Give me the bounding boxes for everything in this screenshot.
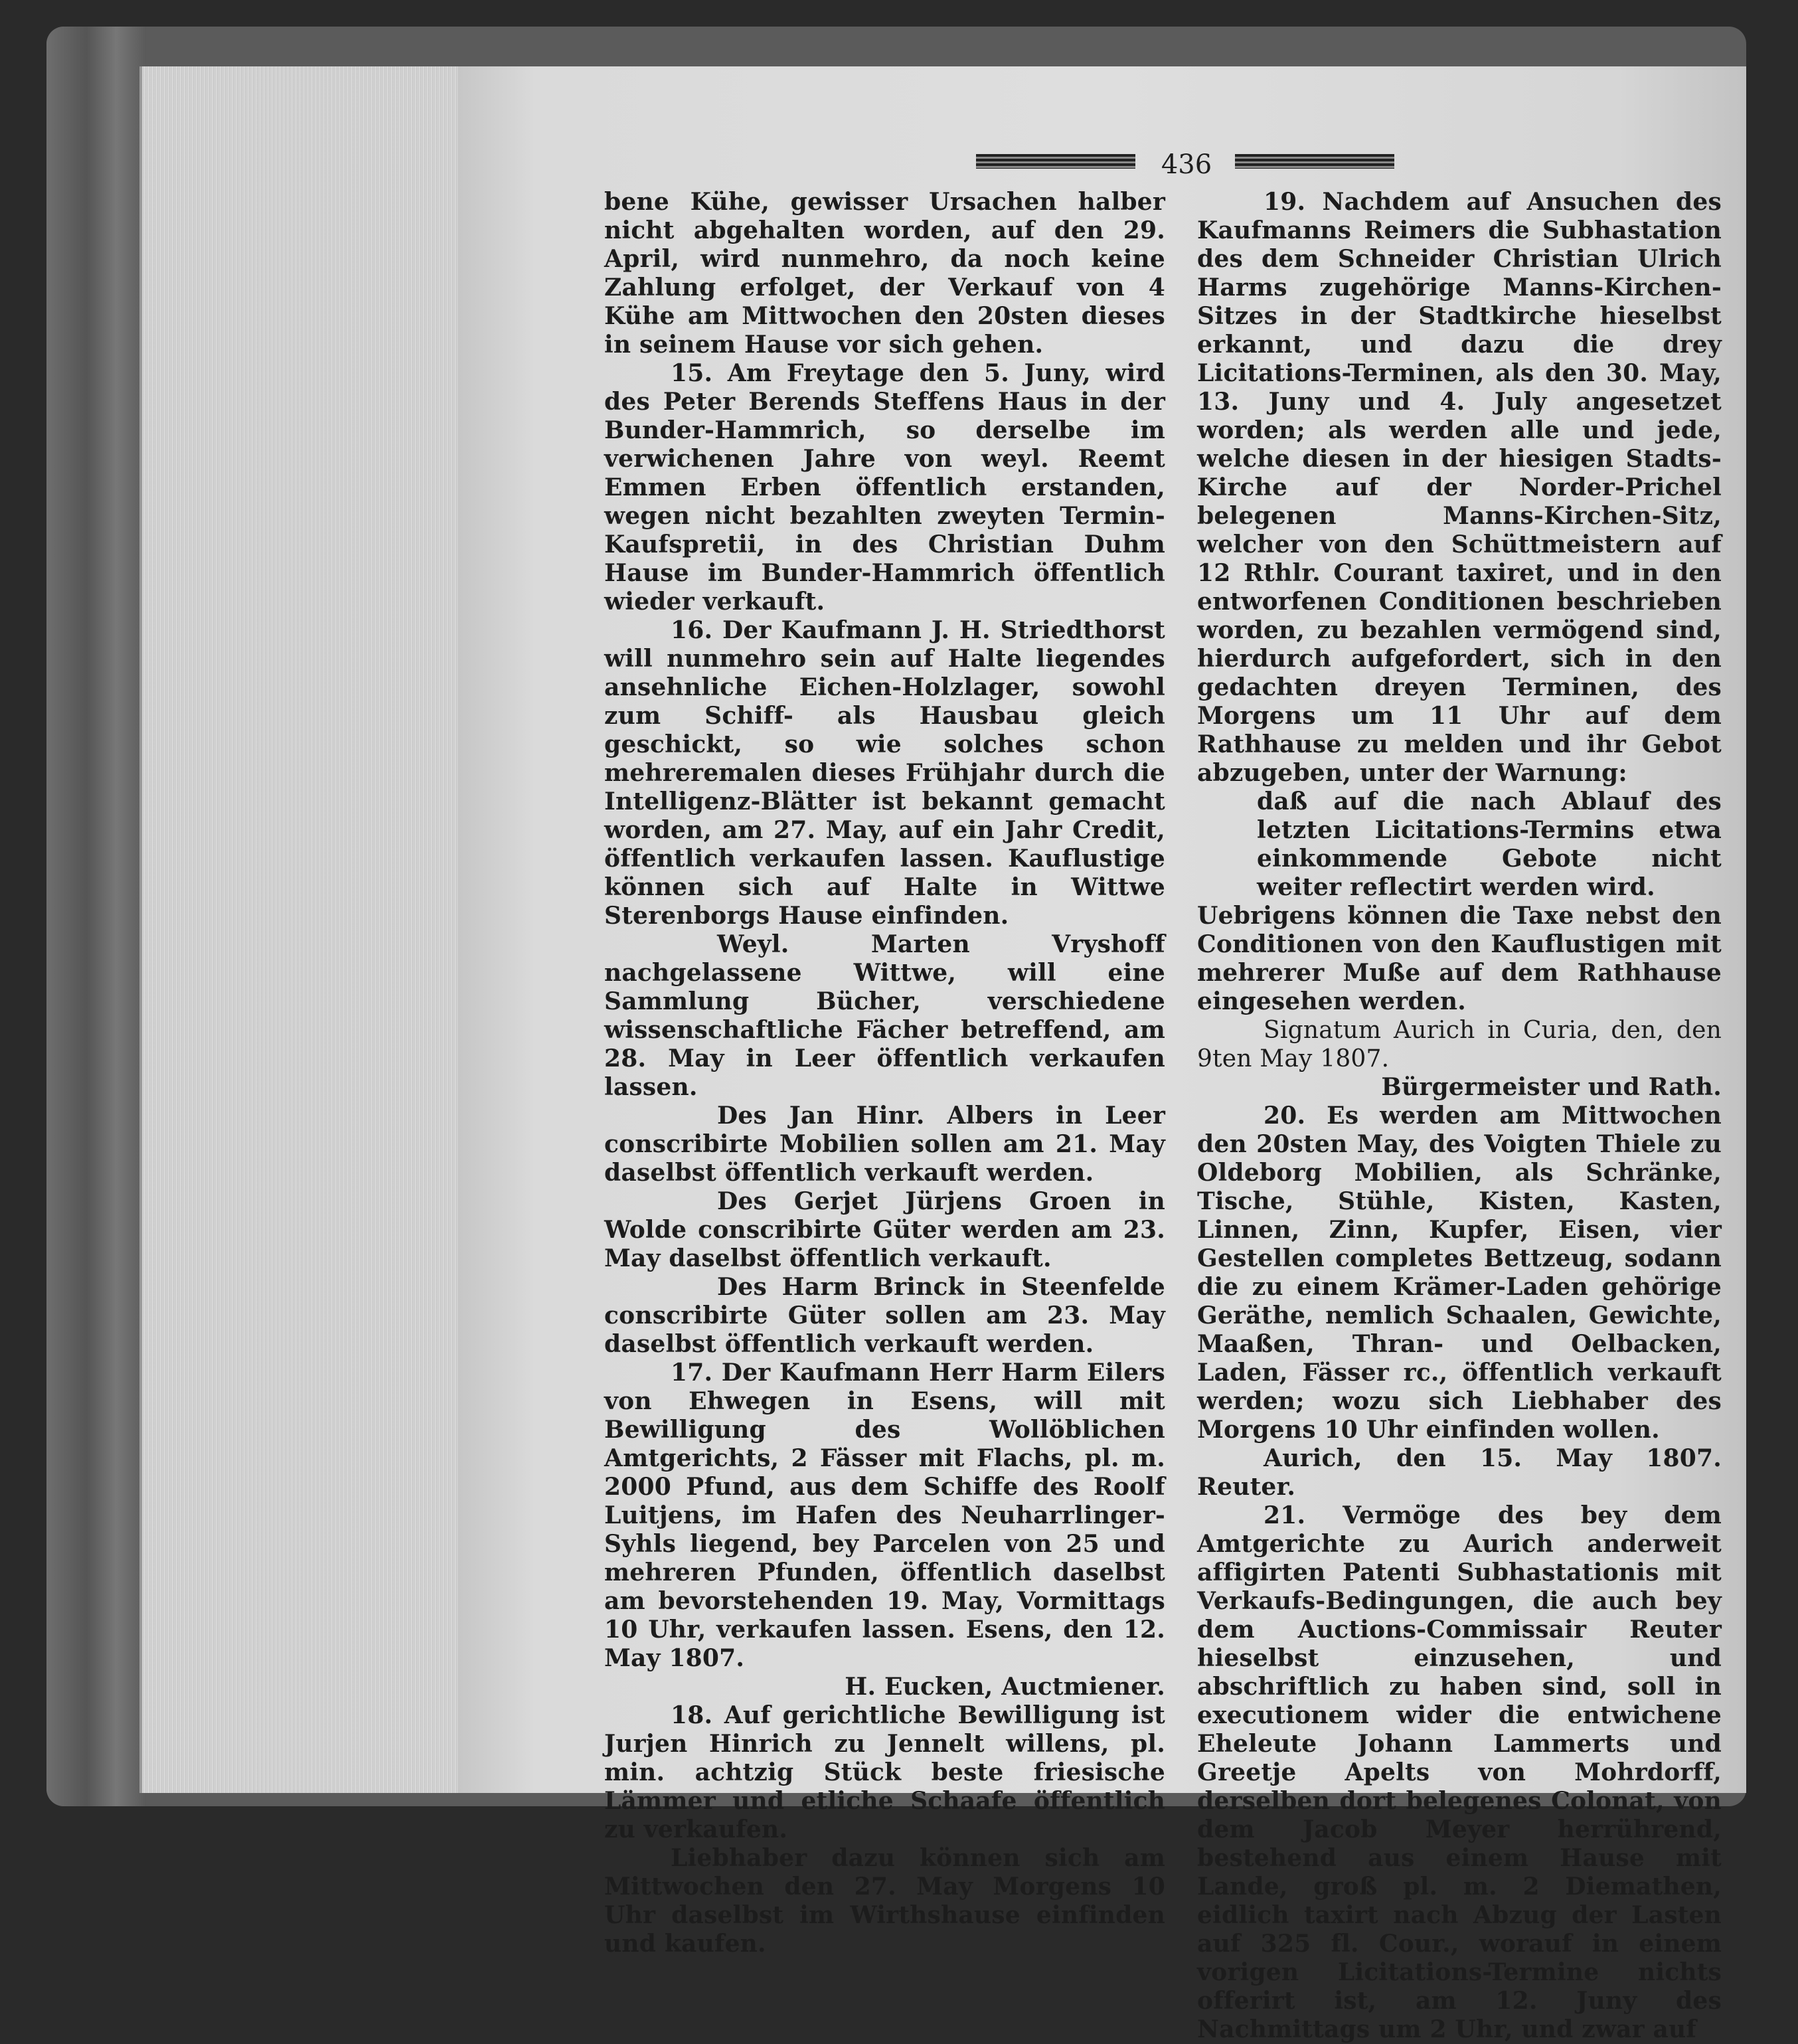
- left-paragraph: 18. Auf gerichtliche Bewilligung ist Jurjen Hinrich zu Jennelt willens, pl. min. achtzig Stück beste friesische Lämmer und etliche Schaafe öffentlich zu verkaufen.: [604, 1701, 1165, 1843]
- right-text-column: [1197, 188, 1722, 2044]
- latin-signature-line: Signatum Aurich in Curia, den, den 9ten May 1807.: [1197, 1017, 1722, 1072]
- left-paragraph: 15. Am Freytage den 5. Juny, wird des Peter Berends Steffens Haus in der Bunder-Hammrich, so derselbe im verwichenen Jahre von weyl. Reemt Emmen Erben öffentlich erstanden, wegen nicht bezahlten zweyten Termin-Kaufspretii, in des Christian Duhm Hause im Bunder-Hammrich öffentlich wieder verkauft.: [604, 359, 1165, 616]
- right-paragraph: 20. Es werden am Mittwochen den 20sten May, des Voigten Thiele zu Oldeborg Mobilien, als Schränke, Tische, Stühle, Kisten, Kasten, Linnen, Zinn, Kupfer, Eisen, vier Gestellen completes Bettzeug, sodann die zu einem Krämer-Laden gehörige Geräthe, nemlich Schaalen, Gewichte, Maaßen, Thran- und Oelbacken, Laden, Fässer rc., öffentlich verkauft werden; wozu sich Liebhaber des Morgens 10 Uhr einfinden wollen.: [1197, 1102, 1722, 1444]
- page-number: 436: [1161, 149, 1212, 180]
- right-paragraph: 19. Nachdem auf Ansuchen des Kaufmanns Reimers die Subhastation des dem Schneider Christian Ulrich Harms zugehörige Manns-Kirchen-Sitzes in der Stadtkirche hieselbst erkannt, und dazu die drey Licitations-Terminen, als den 30. May, 13. Juny und 4. July angesetzet worden; als werden alle und jede, welche diesen in der hiesigen Stadts-Kirche auf der Norder-Prichel belegenen Manns-Kirchen-Sitz, welcher von den Schüttmeistern auf 12 Rthlr. Courant taxiret, und in den entworfenen Conditionen beschrieben worden, zu bezahlen vermögend sind, hierdurch aufgefordert, sich in den gedachten dreyen Terminen, des Morgens um 11 Uhr auf dem Rathhause zu melden und ihr Gebot abzugeben, unter der Warnung:: [1197, 188, 1722, 787]
- dateline: Aurich, den 15. May 1807. Reuter.: [1197, 1444, 1722, 1501]
- signature-line: H. Eucken, Auctmiener.: [845, 1673, 1165, 1701]
- page-stack-edge: [139, 66, 461, 1793]
- header-rule-left: [976, 154, 1135, 169]
- right-paragraph: 21. Vermöge des bey dem Amtgerichte zu Aurich anderweit affigirten Patenti Subhastationis mit Verkaufs-Bedingungen, die auch bey dem Auctions-Commissair Reuter hieselbst einzusehen, und abschriftlich zu haben sind, soll in executionem wider die entwichene Eheleute Johann Lammerts und Greetje Apelts von Mohrdorff, derselben dort belegenes Colonat, von dem Jacob Meyer herrührend, bestehend aus einem Hause mit Lande, groß pl. m. 2 Diemathen, eidlich taxirt nach Abzug der Lasten auf 325 fl. Cour., worauf in einem vorigen Licitations-Termine nichts offerirt ist, am 12. Juny des Nachmittags um 2 Uhr, und zwar auf: [1197, 1501, 1722, 2043]
- left-paragraph: Des Jan Hinr. Albers in Leer conscribirte Mobilien sollen am 21. May daselbst öffentlich verkauft werden.: [604, 1102, 1165, 1187]
- left-paragraph: bene Kühe, gewisser Ursachen halber nicht abgehalten worden, auf den 29. April, wird nunmehro, da noch keine Zahlung erfolget, der Verkauf von 4 Kühe am Mittwochen den 20sten dieses in seinem Hause vor sich gehen.: [604, 188, 1165, 359]
- book-spine-edge: [46, 27, 146, 1806]
- page-header: [976, 145, 1401, 185]
- left-text-column: [604, 188, 1165, 1958]
- right-paragraph: daß auf die nach Ablauf des letzten Licitations-Termins etwa einkommende Gebote nicht weiter reflectirt werden wird.: [1257, 788, 1722, 901]
- left-paragraph: Des Harm Brinck in Steenfelde conscribirte Güter sollen am 23. May daselbst öffentlich verkauft werden.: [604, 1273, 1165, 1358]
- left-paragraph: Des Gerjet Jürjens Groen in Wolde conscribirte Güter werden am 23. May daselbst öffentlich verkauft.: [604, 1187, 1165, 1272]
- left-paragraph: Liebhaber dazu können sich am Mittwochen den 27. May Morgens 10 Uhr daselbst im Wirthshause einfinden und kaufen.: [604, 1844, 1165, 1958]
- right-paragraph: Uebrigens können die Taxe nebst den Conditionen von den Kauflustigen mit mehrerer Muße auf dem Rathhause eingesehen werden.: [1197, 902, 1722, 1015]
- header-rule-right: [1235, 154, 1394, 169]
- left-paragraph: 16. Der Kaufmann J. H. Striedthorst will nunmehro sein auf Halte liegendes ansehnliche Eichen-Holzlager, sowohl zum Schiff- als Hausbau gleich geschickt, so wie solches schon mehreremalen dieses Frühjahr durch die Intelligenz-Blätter ist bekannt gemacht worden, am 27. May, auf ein Jahr Credit, öffentlich verkaufen lassen. Kauflustige können sich auf Halte in Wittwe Sterenborgs Hause einfinden.: [604, 616, 1165, 930]
- signature-line: Bürgermeister und Rath.: [1381, 1073, 1722, 1101]
- left-paragraph: 17. Der Kaufmann Herr Harm Eilers von Ehwegen in Esens, will mit Bewilligung des Wollöblichen Amtgerichts, 2 Fässer mit Flachs, pl. m. 2000 Pfund, aus dem Schiffe des Roolf Luitjens, im Hafen des Neuharrlinger-Syhls liegend, bey Parcelen von 25 und mehreren Pfunden, öffentlich daselbst am bevorstehenden 19. May, Vormittags 10 Uhr, verkaufen lassen. Esens, den 12. May 1807.: [604, 1359, 1165, 1672]
- left-paragraph: Weyl. Marten Vryshoff nachgelassene Wittwe, will eine Sammlung Bücher, verschiedene wissenschaftliche Fächer betreffend, am 28. May in Leer öffentlich verkaufen lassen.: [604, 930, 1165, 1101]
